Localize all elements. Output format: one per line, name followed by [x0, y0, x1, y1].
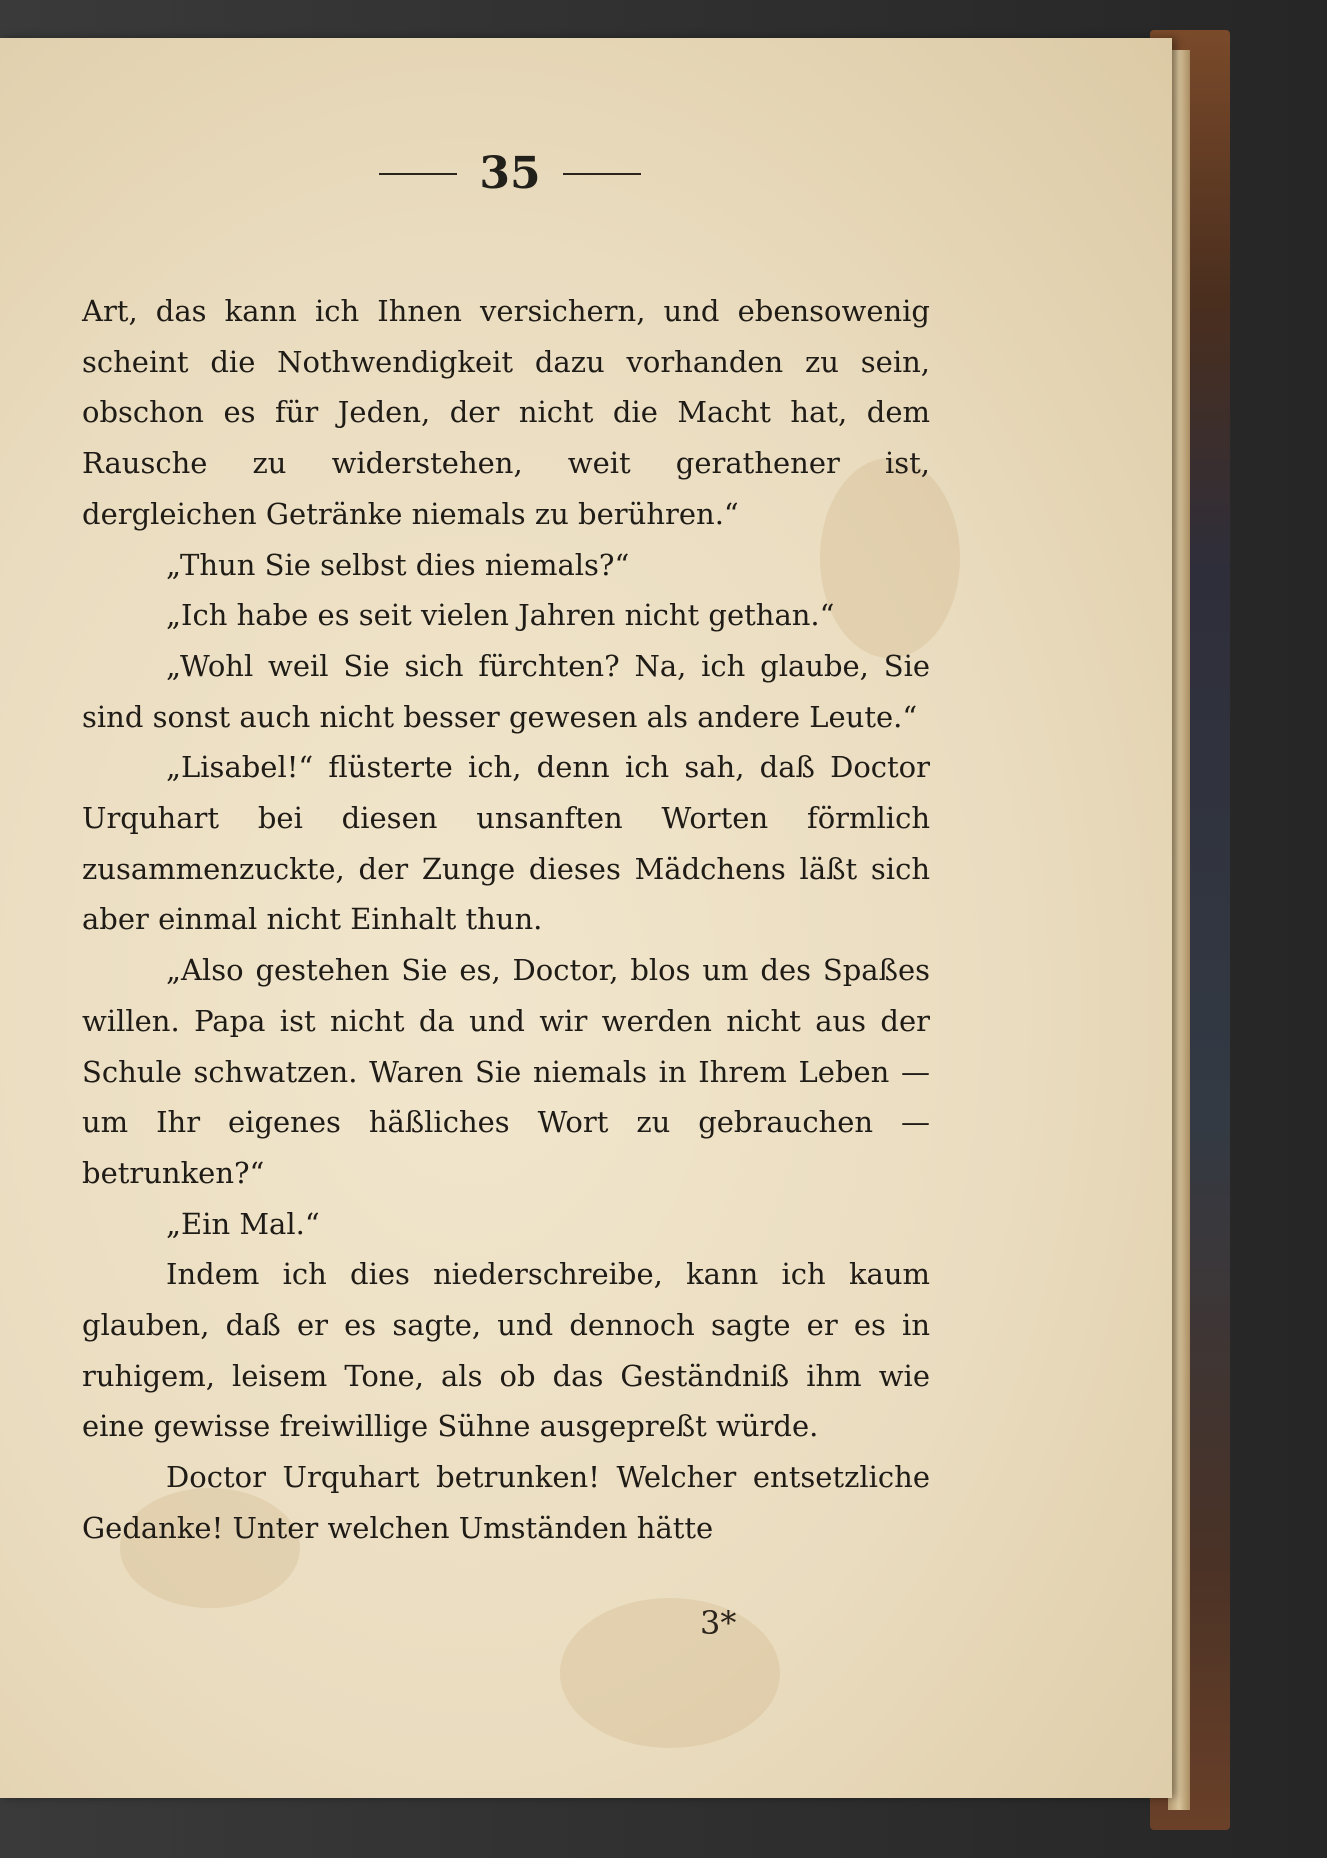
page-header [0, 148, 1020, 199]
paragraph: Doctor Urquhart betrunken! Welcher entsetzliche Gedanke! Unter welchen Umständen hätte [82, 1460, 930, 1545]
paragraph: „Ein Mal.“ [166, 1206, 320, 1241]
paragraph: Indem ich dies niederschreibe, kann ich kaum glauben, daß er es sagte, und dennoch sagte er es in ruhigem, leisem Tone, als ob das Geständniß ihm wie eine gewisse freiwillige Sühne ausgepreßt würde. [82, 1257, 930, 1444]
header-rule-left [379, 173, 457, 175]
paragraph: „Wohl weil Sie sich fürchten? Na, ich glaube, Sie sind sonst auch nicht besser gewesen als andere Leute.“ [82, 648, 930, 734]
paragraph: Art, das kann ich Ihnen versichern, und ebensowenig scheint die Nothwendigkeit dazu vorhanden zu sein, obschon es für Jeden, der nicht die Macht hat, dem Rausche zu widerstehen, weit gerathener ist, dergleichen Getränke niemals zu berühren.“ [82, 294, 930, 531]
paragraph: „Thun Sie selbst dies niemals?“ [166, 547, 630, 582]
signature-mark: 3* [700, 1604, 737, 1642]
body-text [82, 286, 930, 1554]
header-rule-right [563, 173, 641, 175]
page-number: 35 [479, 148, 541, 199]
paragraph: „Also gestehen Sie es, Doctor, blos um des Spaßes willen. Papa ist nicht da und wir werden nicht aus der Schule schwatzen. Waren Sie niemals in Ihrem Leben — um Ihr eigenes häßliches Wort zu gebrauchen — betrunken?“ [82, 953, 930, 1190]
book-page [0, 38, 1172, 1798]
paragraph: „Ich habe es seit vielen Jahren nicht gethan.“ [166, 598, 835, 633]
paragraph: „Lisabel!“ flüsterte ich, denn ich sah, daß Doctor Urquhart bei diesen unsanften Worten förmlich zusammenzuckte, der Zunge dieses Mädchens läßt sich aber einmal nicht Einhalt thun. [82, 750, 930, 937]
paper-stain [560, 1598, 780, 1748]
